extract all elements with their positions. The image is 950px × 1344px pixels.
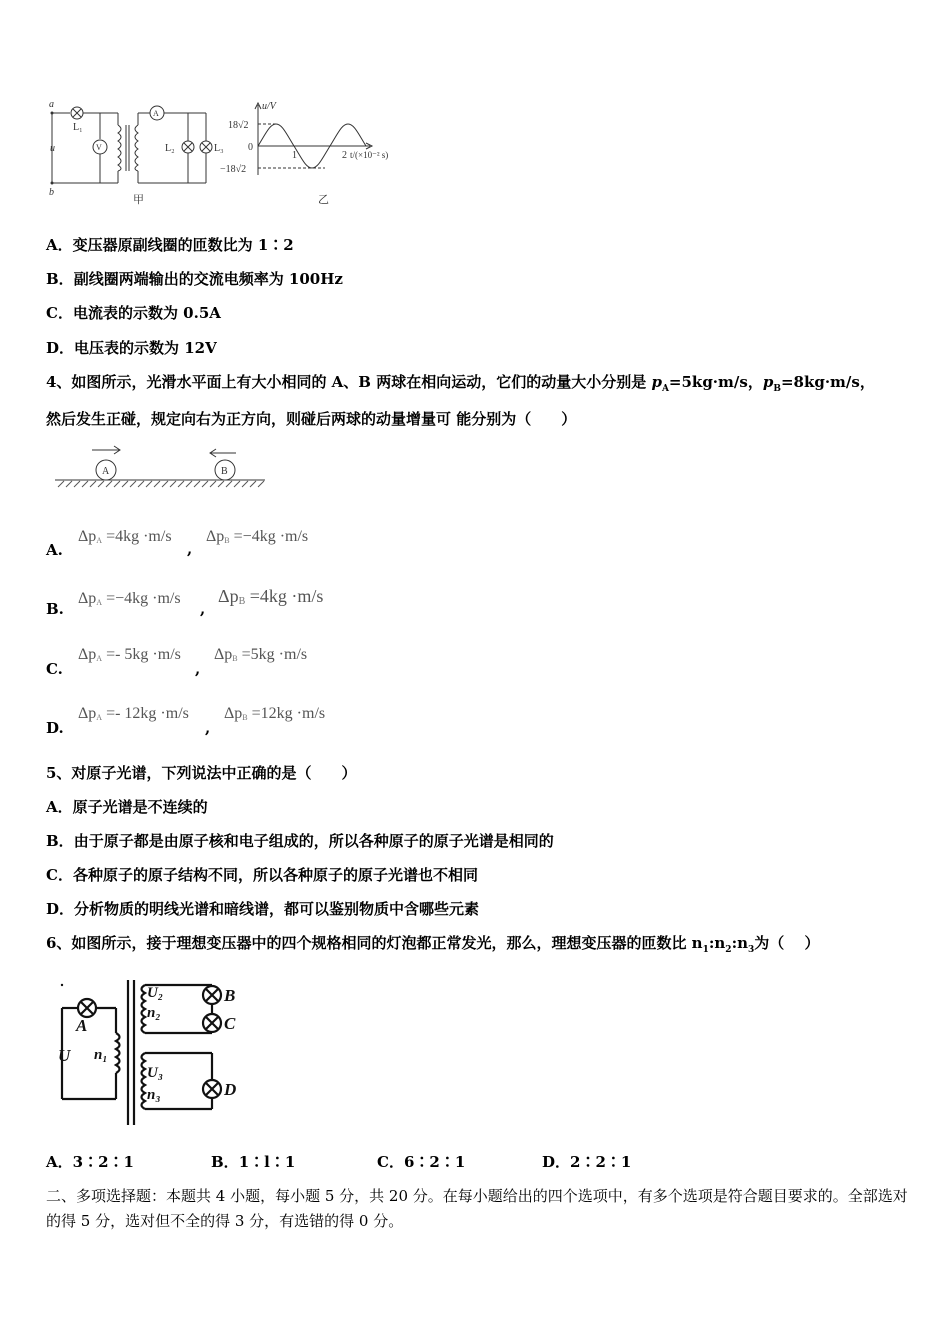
delta-p-symbol: Δp xyxy=(218,586,239,606)
choice-text: 1∶l∶1 xyxy=(238,1153,296,1171)
graph-xlabel: t/(×10⁻² s) xyxy=(350,150,389,160)
option-text: 变压器原副线圈的匝数比为 1∶2 xyxy=(72,236,294,254)
subscript: A xyxy=(96,536,103,545)
figure-jia-caption: 甲 xyxy=(133,194,144,206)
value: =5kg ·m/s xyxy=(241,646,308,663)
q4-stem-line2: 然后发生正碰，规定向右为正方向，则碰后两球的动量增量可 能分别为（ ） xyxy=(46,410,577,428)
lamp-c-label: C xyxy=(224,1014,236,1033)
value: =- 12kg ·m/s xyxy=(106,705,189,722)
option-label: A． xyxy=(46,236,73,254)
value: =4kg ·m/s xyxy=(249,586,324,606)
u3-label: U₃ xyxy=(147,1065,164,1081)
option-label: C． xyxy=(46,866,73,884)
terminal-b-label: b xyxy=(49,187,54,198)
q4-option-b-label[interactable]: B. xyxy=(46,600,64,618)
comma: , xyxy=(200,600,206,618)
voltage-u-label: u xyxy=(50,143,55,154)
lamp-l3-label: L₃ xyxy=(214,143,224,154)
value: =−4kg ·m/s xyxy=(233,528,309,545)
lamp-d-label: D xyxy=(224,1080,237,1099)
lamp-l1-label: L₁ xyxy=(73,122,83,133)
choice-text: 2∶2∶1 xyxy=(570,1153,632,1171)
subscript: B xyxy=(238,596,246,607)
collision-figure xyxy=(52,440,272,492)
subscript: A xyxy=(96,654,103,663)
value: =- 5kg ·m/s xyxy=(106,646,181,663)
value: =12kg ·m/s xyxy=(251,705,326,722)
q6-choice-c[interactable] xyxy=(377,1151,465,1172)
lamp-a-label: A xyxy=(76,1016,88,1035)
choice-label: A． xyxy=(46,1153,73,1171)
terminal-a-label: a xyxy=(49,99,54,110)
q5-option-c[interactable] xyxy=(46,865,478,885)
option-label: A． xyxy=(46,798,73,816)
subscript: B xyxy=(242,713,248,722)
option-label: B． xyxy=(46,270,74,288)
q4-stem-text: 4、如图所示，光滑水平面上有大小相同的 A、B 两球在相向运动，它们的动量大小分别是 xyxy=(46,373,652,391)
option-text: 各种原子的原子结构不同，所以各种原子的原子光谱也不相同 xyxy=(72,866,478,884)
ball-b-label: B xyxy=(221,466,228,477)
q5-option-d[interactable] xyxy=(46,899,479,919)
comma: , xyxy=(195,660,201,678)
lamp-b-label: B xyxy=(224,986,236,1005)
option-label: D． xyxy=(46,900,75,918)
q4-option-b-dpb xyxy=(218,586,323,607)
option-label: C． xyxy=(46,304,73,322)
n2-label: n₂ xyxy=(147,1005,161,1021)
q6-stem xyxy=(46,933,820,960)
q6-stem-suffix: 为（ ） xyxy=(754,934,820,952)
subscript: A xyxy=(96,598,103,607)
choice-label: D． xyxy=(542,1153,571,1171)
option-text: 副线圈两端输出的交流电频率为 100Hz xyxy=(73,270,343,288)
q6-choice-a[interactable] xyxy=(46,1151,134,1172)
option-label: D． xyxy=(46,339,75,357)
ball-a-label: A xyxy=(102,466,110,477)
figure-yi-caption: 乙 xyxy=(318,194,329,206)
q4-option-d-label[interactable]: D. xyxy=(46,719,64,737)
delta-p-symbol: Δp xyxy=(224,705,243,722)
graph-x2-label: 2 xyxy=(342,150,347,161)
voltmeter-label: V xyxy=(96,143,102,152)
ammeter-label: A xyxy=(153,109,159,118)
q4-option-c-dpb xyxy=(214,646,307,664)
comma: , xyxy=(205,719,211,737)
graph-ybottom-label: −18√2 xyxy=(220,164,247,175)
choice-text: 6∶2∶1 xyxy=(403,1153,466,1171)
q4-option-d-dpa xyxy=(78,705,189,723)
value: =4kg ·m/s xyxy=(106,528,172,545)
delta-p-symbol: Δp xyxy=(78,590,97,607)
ratio-separator: :n xyxy=(731,934,749,952)
option-label: B． xyxy=(46,832,74,850)
q4-option-a-label[interactable]: A. xyxy=(46,541,63,559)
n2-subscript: 2 xyxy=(725,945,732,955)
q6-choice-b[interactable] xyxy=(211,1151,295,1172)
subscript: B xyxy=(232,654,238,663)
q5-option-a[interactable] xyxy=(46,797,208,817)
choice-label: C． xyxy=(377,1153,404,1171)
q4-option-a-dpa xyxy=(78,528,172,546)
q3-option-a[interactable] xyxy=(46,235,294,255)
q4-option-a-dpb xyxy=(206,528,308,546)
choice-label: B． xyxy=(211,1153,239,1171)
pa-subscript: A xyxy=(661,384,669,394)
voltage-u-label: U xyxy=(58,1046,71,1065)
pb-value: =8kg·m/s， xyxy=(780,373,875,391)
pa-value: =5kg·m/s， xyxy=(668,373,763,391)
n3-label: n₃ xyxy=(147,1087,161,1103)
graph-ytop-label: 18√2 xyxy=(228,120,249,131)
q5-option-b[interactable] xyxy=(46,831,554,851)
q6-stem-text: 6、如图所示，接于理想变压器中的四个规格相同的灯泡都正常发光，那么，理想变压器的匝数比 n xyxy=(46,934,703,952)
comma: , xyxy=(187,540,193,558)
graph-ylabel: u/V xyxy=(262,101,276,112)
n1-subscript: 1 xyxy=(702,945,709,955)
graph-x1-label: 1 xyxy=(292,150,297,161)
n3-subscript: 3 xyxy=(748,945,755,955)
q4-option-c-label[interactable]: C. xyxy=(46,660,63,678)
q4-option-b-dpa xyxy=(78,590,181,608)
q3-option-b[interactable] xyxy=(46,269,343,289)
q4-option-d-dpb xyxy=(224,705,325,723)
subscript: B xyxy=(224,536,230,545)
q6-choice-d[interactable] xyxy=(542,1151,631,1172)
choice-text: 3∶2∶1 xyxy=(72,1153,134,1171)
option-text: 电压表的示数为 12V xyxy=(74,339,217,357)
n1-label: n₁ xyxy=(94,1047,108,1063)
delta-p-symbol: Δp xyxy=(206,528,225,545)
u2-label: U₂ xyxy=(147,985,164,1001)
q5-stem: 5、对原子光谱，下列说法中正确的是（ ） xyxy=(46,764,357,782)
q3-option-c[interactable] xyxy=(46,303,221,323)
graph-yzero-label: 0 xyxy=(248,142,253,153)
transformer-circuit-figure xyxy=(40,95,420,210)
q4-option-c-dpa xyxy=(78,646,181,664)
option-text: 由于原子都是由原子核和电子组成的，所以各种原子的原子光谱是相同的 xyxy=(73,832,554,850)
delta-p-symbol: Δp xyxy=(78,528,97,545)
ratio-separator: :n xyxy=(708,934,726,952)
subscript: A xyxy=(96,713,103,722)
option-text: 原子光谱是不连续的 xyxy=(72,798,208,816)
delta-p-symbol: Δp xyxy=(78,646,97,663)
q4-stem-line1 xyxy=(46,372,875,399)
q3-option-d[interactable] xyxy=(46,338,217,358)
pb-symbol: p xyxy=(762,373,774,391)
value: =−4kg ·m/s xyxy=(106,590,181,607)
section-multiple-choice-instructions: 二、多项选择题：本题共 4 小题，每小题 5 分，共 20 分。在每小题给出的四个选项中，有多个选项是符合题目要求的。全部选对的得 5 分，选对但不全的得 3 分，有选错的得 0 分。 xyxy=(46,1187,908,1230)
option-text: 分析物质的明线光谱和暗线谱，都可以鉴别物质中含哪些元素 xyxy=(74,900,480,918)
lamp-l2-label: L₂ xyxy=(165,143,175,154)
pb-subscript: B xyxy=(773,384,781,394)
pa-symbol: p xyxy=(651,373,662,391)
delta-p-symbol: Δp xyxy=(214,646,233,663)
option-text: 电流表的示数为 0.5A xyxy=(72,304,221,322)
multi-winding-transformer-figure xyxy=(50,975,260,1130)
delta-p-symbol: Δp xyxy=(78,705,97,722)
